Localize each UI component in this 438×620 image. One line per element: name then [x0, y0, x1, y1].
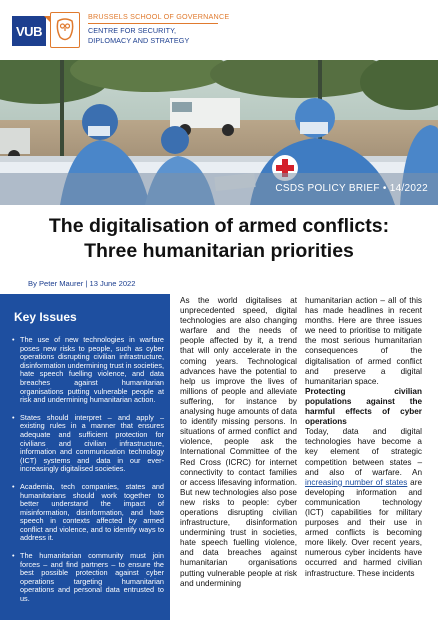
body-column-2	[305, 296, 422, 579]
body-paragraph	[305, 427, 422, 578]
key-issue-item: • Academia, tech companies, states and humanitarians should work together to better understand the impact of misinformation, disinformation, and hate speech in contexts affected by armed conflict and violence, and to identify ways to address it.	[12, 483, 164, 543]
body-paragraph: humanitarian action – all of this has made headlines in recent months. Here are three issues we need to prioritise to mitigate the most serious humanitarian consequences of the digitalisation of armed conflict and preserve a digital humanitarian space.	[305, 296, 422, 386]
owl-logo-icon	[50, 12, 80, 48]
body-column-1	[180, 296, 297, 589]
centre-name-line1: CENTRE FOR SECURITY,	[88, 26, 177, 35]
section-subheading: Protecting civilian populations against the harmful effects of cyber operations	[305, 386, 422, 427]
article-title	[0, 214, 438, 264]
key-issue-item: • The humanitarian community must join forces – and find partners – to ensure the best possible protection against cyber operations targeting humanitarian operations and personal data entrusted to us.	[12, 552, 164, 604]
key-issues-sidebar	[0, 294, 170, 620]
policy-brief-label: CSDS POLICY BRIEF • 14/2022	[275, 183, 428, 194]
key-issue-item: • The use of new technologies in warfare poses new risks to people, such as cyber operations disrupting civilian infrastructure, disinformation undermining trust in societies, hate speech fuelling violence, and data breaches against humanitarian organisations putting vulnerable people at risk and undermining humanitarian action.	[12, 336, 164, 405]
body-text: are developing information and communication technology (ICT) capabilities for military purposes and their use in armed conflicts is becoming more likely. Over recent years, numerous cyber incidents have occurred and harmed civilian infrastructure. These incidents	[305, 477, 422, 578]
header-divider	[88, 23, 218, 24]
key-issues-heading: Key Issues	[14, 310, 77, 324]
article-title-line1: The digitalisation of armed conflicts:	[48, 215, 390, 237]
cover-photo	[0, 60, 438, 205]
article-title-line2: Three humanitarian priorities	[84, 240, 354, 262]
school-name: BRUSSELS SCHOOL OF GOVERNANCE	[88, 12, 230, 21]
key-issues-list	[12, 336, 164, 613]
body-paragraph: As the world digitalises at unprecedented speed, digital technologies are also changing warfare and the needs of people affected by it, a trend that will only accelerate in the coming years. Technological advances have the potential to help us improve the lives of millions of people and alleviate suffering, for instance by analysing huge amounts of data to identify missing persons. In situations of armed conflict and violence, people ask the International Committee of the Red Cross (ICRC) for internet connectivity to contact families or access lifesaving information. But new technologies also pose new risks to people: cyber operations disrupting civilian infrastructure, disinformation undermining trust in societies, hate speech fuelling violence, and data breaches against humanitarian organisations putting vulnerable people at risk and undermining	[180, 296, 297, 588]
header	[0, 0, 438, 60]
body-text: Today, data and digital technologies have become a key element of strategic competition between states – and also of warfare. An	[305, 427, 422, 477]
key-issue-item: • States should interpret – and apply – existing rules in a manner that ensures adequate and sufficient protection for civilians and civilian infrastructure, information and communication technology (ICT) systems and data in our ever-increasingly digitalised societies.	[12, 414, 164, 474]
centre-name-line2: DIPLOMACY AND STRATEGY	[88, 35, 190, 45]
byline: By Peter Maurer | 13 June 2022	[28, 279, 136, 288]
increasing-number-of-states-link[interactable]: increasing number of states	[305, 477, 408, 487]
vub-logo: VUB	[12, 16, 46, 46]
centre-name	[88, 26, 189, 45]
